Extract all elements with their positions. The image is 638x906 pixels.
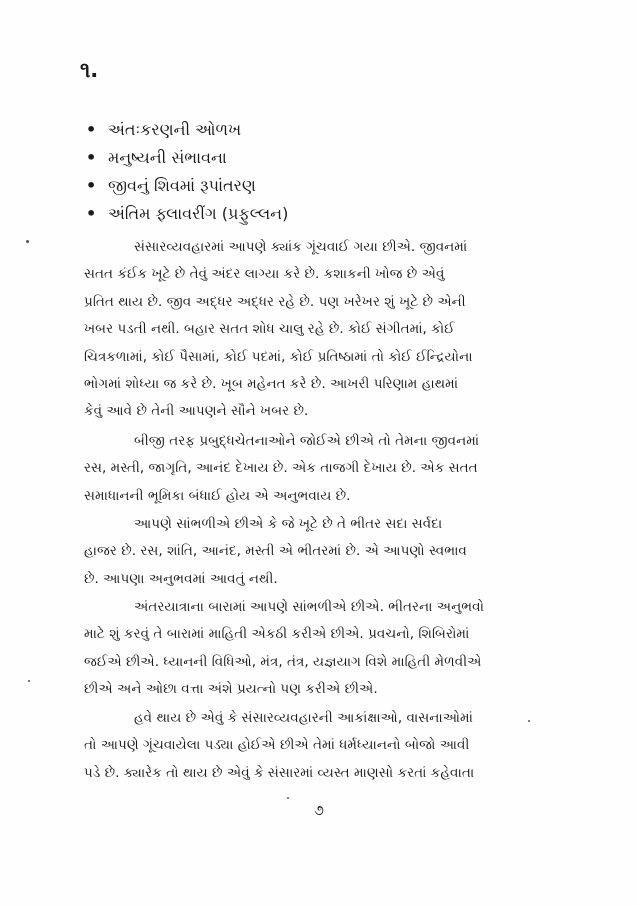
paragraph-line: જઈએ છીએ. ધ્યાનની વિધિઓ, મંત્ર, તંત્ર, યજ્ઞયાગ વિશે માહિતી મેળવીએ xyxy=(84,653,482,670)
page-number: ૭ xyxy=(314,803,324,819)
topic-text: મનુષ્યની સંભાવના xyxy=(108,148,227,167)
paragraph-line: સતત કંઈક ખૂટે છે તેવું અંદર લાગ્યા કરે છે. કશાકની ખોજ છે એવું xyxy=(84,266,445,283)
paragraph-2 xyxy=(84,428,510,510)
paragraph-line: તો આપણે ગૂંચવાયેલા પડ્યા હોઈએ છીએ તેમાં ધર્મધ્યાનનો બોજો આવી xyxy=(84,737,470,754)
topic-item xyxy=(86,116,288,144)
bullet-icon: • xyxy=(86,148,97,167)
paragraph-3 xyxy=(84,511,510,593)
paragraph-line: બીજી તરફ પ્રબુદ્ધચેતનાઓને જોઈએ છીએ તો તેમના જીવનમાં xyxy=(134,433,480,449)
bullet-icon: • xyxy=(86,204,97,223)
topic-item xyxy=(86,144,288,172)
paragraph-line: હાજર છે. રસ, શાંતિ, આનંદ, મસ્તી એ ભીતરમાં છે. એ આપણો સ્વભાવ xyxy=(84,543,467,560)
topic-text: અંતિમ ફ્લાવરીંગ (પ્રફુલ્લન) xyxy=(108,204,289,223)
scan-speck xyxy=(528,720,530,722)
paragraph-line: કેવું આવે છે તેની આપણને સૌને ખબર છે. xyxy=(84,403,309,420)
scan-speck xyxy=(26,240,29,243)
topic-text: અંતઃકરણની ઓળખ xyxy=(108,120,242,139)
paragraph-line: સમાધાનની ભૂમિકા બંધાઈ હોય એ અનુભવાય છે. xyxy=(84,487,351,504)
chapter-number: ૧. xyxy=(80,58,99,82)
paragraph-line: પડે છે. ક્યારેક તો થાય છે એવું કે સંસારમાં વ્યસ્ત માણસો કરતાં કહેવાતા xyxy=(84,764,475,781)
paragraph-line: છે. આપણા અનુભવમાં આવતું નથી. xyxy=(84,570,278,587)
paragraph-line: રસ, મસ્તી, જાગૃતિ, આનંદ દેખાય છે. એક તાજગી દેખાય છે. એક સતત xyxy=(84,460,478,477)
paragraph-1 xyxy=(84,234,510,426)
paragraph-line: ચિત્રકળામાં, કોઈ પૈસામાં, કોઈ પદમાં, કોઈ પ્રતિષ્ઠામાં તો કોઈ ઈન્દ્રિયોના xyxy=(84,348,473,365)
topic-list xyxy=(86,116,288,228)
bullet-icon: • xyxy=(86,176,97,195)
scan-speck xyxy=(287,797,289,799)
paragraph-line: છીએ અને ઓછા વત્તા અંશે પ્રયત્નો પણ કરીએ છીએ. xyxy=(84,681,378,698)
scan-speck xyxy=(28,680,30,682)
paragraph-line: પ્રતિત થાય છે. જીવ અદ્ધર અદ્ધર રહે છે. પણ ખરેખર શું ખૂટે છે એની xyxy=(84,293,466,310)
topic-item xyxy=(86,172,288,200)
paragraph-4 xyxy=(84,594,510,704)
topic-text: જીવનું શિવમાં રૂપાંતરણ xyxy=(108,176,256,195)
paragraph-5 xyxy=(84,705,510,787)
paragraph-line: સંસારવ્યવહારમાં આપણે ક્યાંક ગૂંચવાઈ ગયા છીએ. જીવનમાં xyxy=(134,239,468,255)
paragraph-line: અંતરયાત્રાના બારામાં આપણે સાંભળીએ છીએ. ભીતરના અનુભવો xyxy=(134,599,484,615)
topic-item xyxy=(86,200,288,228)
paragraph-line: માટે શું કરવું તે બારામાં માહિતી એકઠી કરીએ છીએ. પ્રવચનો, શિબિરોમાં xyxy=(84,626,470,643)
bullet-icon: • xyxy=(86,120,97,139)
paragraph-line: હવે થાય છે એવું કે સંસારવ્યવહારની આકાંક્ષાઓ, વાસનાઓમાં xyxy=(134,710,473,726)
paragraph-line: ભોગમાં શોધ્યા જ કરે છે. ખૂબ મહેનત કરે છે. આખરી પરિણામ હાથમાં xyxy=(84,375,459,392)
paragraph-line: આપણે સાંભળીએ છીએ કે જે ખૂટે છે તે ભીતર સદા સર્વદા xyxy=(134,516,443,532)
paragraph-line: ખબર પડતી નથી. બહાર સતત શોધ ચાલુ રહે છે. કોઈ સંગીતમાં, કોઈ xyxy=(84,321,455,338)
